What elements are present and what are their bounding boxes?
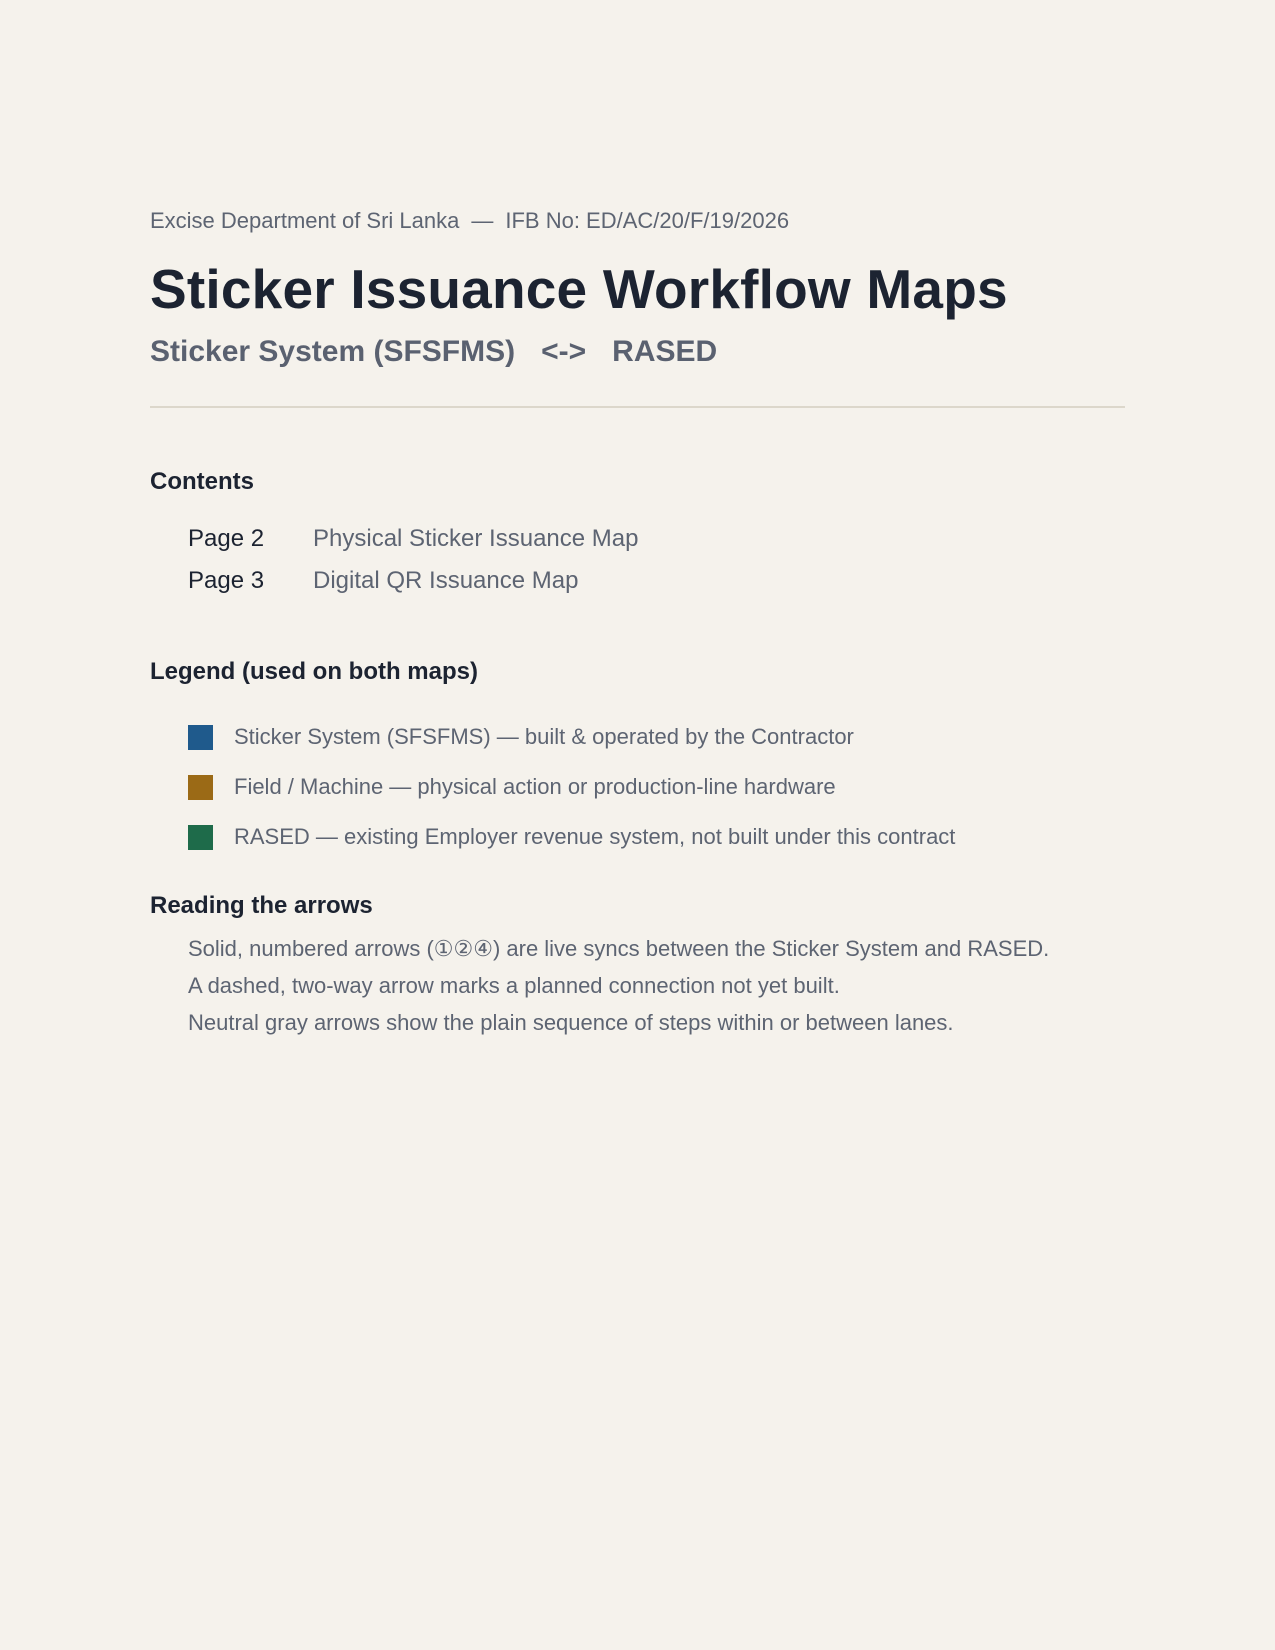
contents-page-title: Digital QR Issuance Map — [313, 567, 579, 594]
contents-heading: Contents — [150, 468, 254, 495]
legend-heading: Legend (used on both maps) — [150, 658, 478, 685]
arrows-line-gray: Neutral gray arrows show the plain sequence of steps within or between lanes. — [188, 1010, 954, 1035]
legend-label: Field / Machine — physical action or production-line hardware — [234, 774, 836, 799]
kicker-separator: — — [471, 208, 494, 233]
legend-swatch-amber — [188, 775, 213, 800]
page-title: Sticker Issuance Workflow Maps — [150, 258, 1008, 320]
legend-item-field-machine — [188, 762, 1125, 812]
subtitle-rased: RASED — [612, 335, 718, 368]
legend-label: RASED — existing Employer revenue system, not built under this contract — [234, 824, 956, 849]
legend-item-rased — [188, 812, 1125, 862]
header-divider — [150, 406, 1125, 408]
subtitle-arrow: <-> — [541, 335, 587, 368]
contents-item — [188, 518, 1125, 560]
legend-swatch-green — [188, 825, 213, 850]
contents-list — [150, 518, 1125, 602]
organization-name: Excise Department of Sri Lanka — [150, 208, 460, 233]
contents-page-title: Physical Sticker Issuance Map — [313, 525, 639, 552]
contents-item — [188, 560, 1125, 602]
arrows-explanation — [150, 930, 1125, 1041]
document-kicker — [150, 204, 1125, 238]
page-subtitle — [150, 332, 1125, 372]
arrows-line-solid: Solid, numbered arrows (①②④) are live syncs between the Sticker System and RASED. — [188, 936, 1050, 961]
legend-swatch-blue — [188, 725, 213, 750]
contents-page-number: Page 3 — [188, 567, 265, 594]
ifb-number: IFB No: ED/AC/20/F/19/2026 — [505, 208, 790, 233]
legend-item-sticker-system — [188, 712, 1125, 762]
document-page — [150, 204, 1125, 1041]
legend-label: Sticker System (SFSFMS) — built & operated by the Contractor — [234, 724, 854, 749]
arrows-line-dashed: A dashed, two-way arrow marks a planned connection not yet built. — [188, 973, 840, 998]
arrows-heading: Reading the arrows — [150, 892, 373, 919]
subtitle-system: Sticker System (SFSFMS) — [150, 335, 516, 368]
legend-list — [150, 712, 1125, 862]
contents-page-number: Page 2 — [188, 525, 265, 552]
